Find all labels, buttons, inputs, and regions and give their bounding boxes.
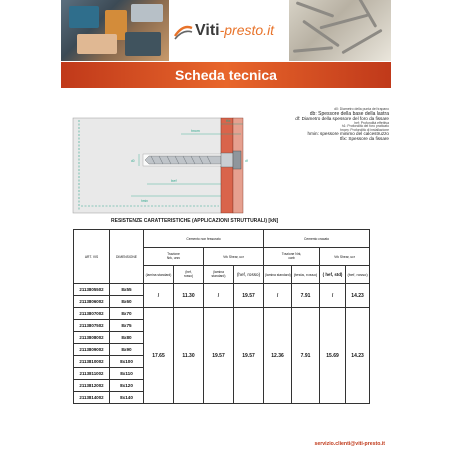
sub-header: (hef, rosso) [174, 266, 204, 284]
screw-head [233, 151, 241, 169]
dimension-cell: 8x70 [110, 308, 144, 320]
hnom-label: hnom [191, 129, 200, 133]
header-photo-screws [289, 0, 391, 61]
article-code: 2113812002 [74, 380, 110, 392]
resistance-value: 15.69 [320, 308, 346, 404]
resistance-value: 7.91 [292, 308, 320, 404]
resistance-value: / [320, 284, 346, 308]
resistance-value: 12.36 [264, 308, 292, 404]
article-code: 2113805502 [74, 284, 110, 296]
group-header-uncracked: Cemento non fessurato [144, 230, 264, 248]
datasheet-page [61, 0, 391, 452]
sub-header: (testa, rosso) [292, 266, 320, 284]
resistance-value: 19.57 [234, 284, 264, 308]
legend-item: d0: Diametro della punta del trapano [334, 107, 389, 111]
article-code: 2113807502 [74, 320, 110, 332]
table-title: RESISTENZE CARATTERISTICHE (APPLICAZIONI STRUTTURALI) [kN] [111, 218, 279, 224]
resistance-value: 14.23 [346, 308, 370, 404]
dimension-cell: 8x140 [110, 392, 144, 404]
sub-header: (lamina standard) [144, 266, 174, 284]
table-row [74, 284, 370, 296]
header-photo-tools [61, 0, 169, 61]
resistance-value: 11.30 [174, 308, 204, 404]
hef-label: hef [171, 178, 177, 183]
brand-name: Viti-presto.it [195, 22, 275, 39]
dimension-cell: 8x90 [110, 344, 144, 356]
resistance-value: 19.57 [204, 308, 234, 404]
col-header-code: ART. VIS [74, 230, 110, 284]
group-header-cracked: Cemento cracato [264, 230, 370, 248]
resistance-value: 7.91 [292, 284, 320, 308]
article-code: 2113811002 [74, 368, 110, 380]
resistance-value: / [144, 284, 174, 308]
hmin-label: hmin [141, 199, 148, 203]
anchor-drawing [71, 110, 251, 215]
resistance-table [73, 229, 370, 404]
page-title: Scheda tecnica [175, 67, 277, 83]
article-code: 2113808002 [74, 332, 110, 344]
sub-header: ( hef, std) [320, 266, 346, 284]
sub-header: (lamina standard) [204, 266, 234, 284]
title-banner [61, 62, 391, 88]
article-code: 2113809002 [74, 344, 110, 356]
dimension-cell: 8x80 [110, 332, 144, 344]
tfix-label: tfix [226, 119, 231, 123]
legend-item: df: Diametro della spessore del foro da fissare [295, 115, 389, 121]
dimension-cell: 8x55 [110, 284, 144, 296]
screw-shank [145, 156, 221, 164]
article-code: 2113806002 [74, 296, 110, 308]
resistance-value: / [204, 284, 234, 308]
header-shear-uncracked: Vrk Shear, ucr [204, 248, 264, 266]
legend-item: db: Spessore della base della lastra [309, 110, 389, 117]
col-header-dimension: DIMENSIONE [110, 230, 144, 284]
header-tension-cracked: Trazione Nrk, carb [264, 248, 320, 266]
contact-email[interactable]: servizio.clienti@viti-presto.it [314, 441, 385, 447]
table-row [74, 308, 370, 320]
legend-item: hnom: Profondità di installazione [339, 127, 389, 132]
d0-label: d0 [131, 159, 135, 163]
brand-logo [169, 0, 289, 61]
legend-list [249, 108, 389, 142]
legend-item: tfix: Spessore da fissare [339, 136, 389, 142]
resistance-value: 19.57 [234, 308, 264, 404]
df-label: df [245, 159, 248, 163]
resistance-value: 17.65 [144, 308, 174, 404]
article-code: 2113810002 [74, 356, 110, 368]
article-code: 2113807002 [74, 308, 110, 320]
resistance-value: 11.30 [174, 284, 204, 308]
sub-header: (hef, rosso) [234, 266, 264, 284]
legend-item: h1: Profondità del foro praticato [341, 124, 389, 129]
sub-header: (hef, rosso) [346, 266, 370, 284]
resistance-value: / [264, 284, 292, 308]
header-shear-cracked: Vrk Shear, ucr [320, 248, 370, 266]
dimension-cell: 8x120 [110, 380, 144, 392]
logo-swoosh-icon [173, 22, 193, 42]
dimension-cell: 8x60 [110, 296, 144, 308]
dimension-cell: 8x110 [110, 368, 144, 380]
resistance-value: 14.23 [346, 284, 370, 308]
legend-item: hmin: spessore minimo del calcestruzzo [307, 131, 389, 137]
dimension-cell: 8x75 [110, 320, 144, 332]
legend-item: hef: Profondità effettiva [354, 120, 389, 125]
header-tension-uncracked: Trazione Nrk, unrc [144, 248, 204, 266]
dimension-cell: 8x100 [110, 356, 144, 368]
article-code: 2113814002 [74, 392, 110, 404]
sub-header: (lamina standard) [264, 266, 292, 284]
